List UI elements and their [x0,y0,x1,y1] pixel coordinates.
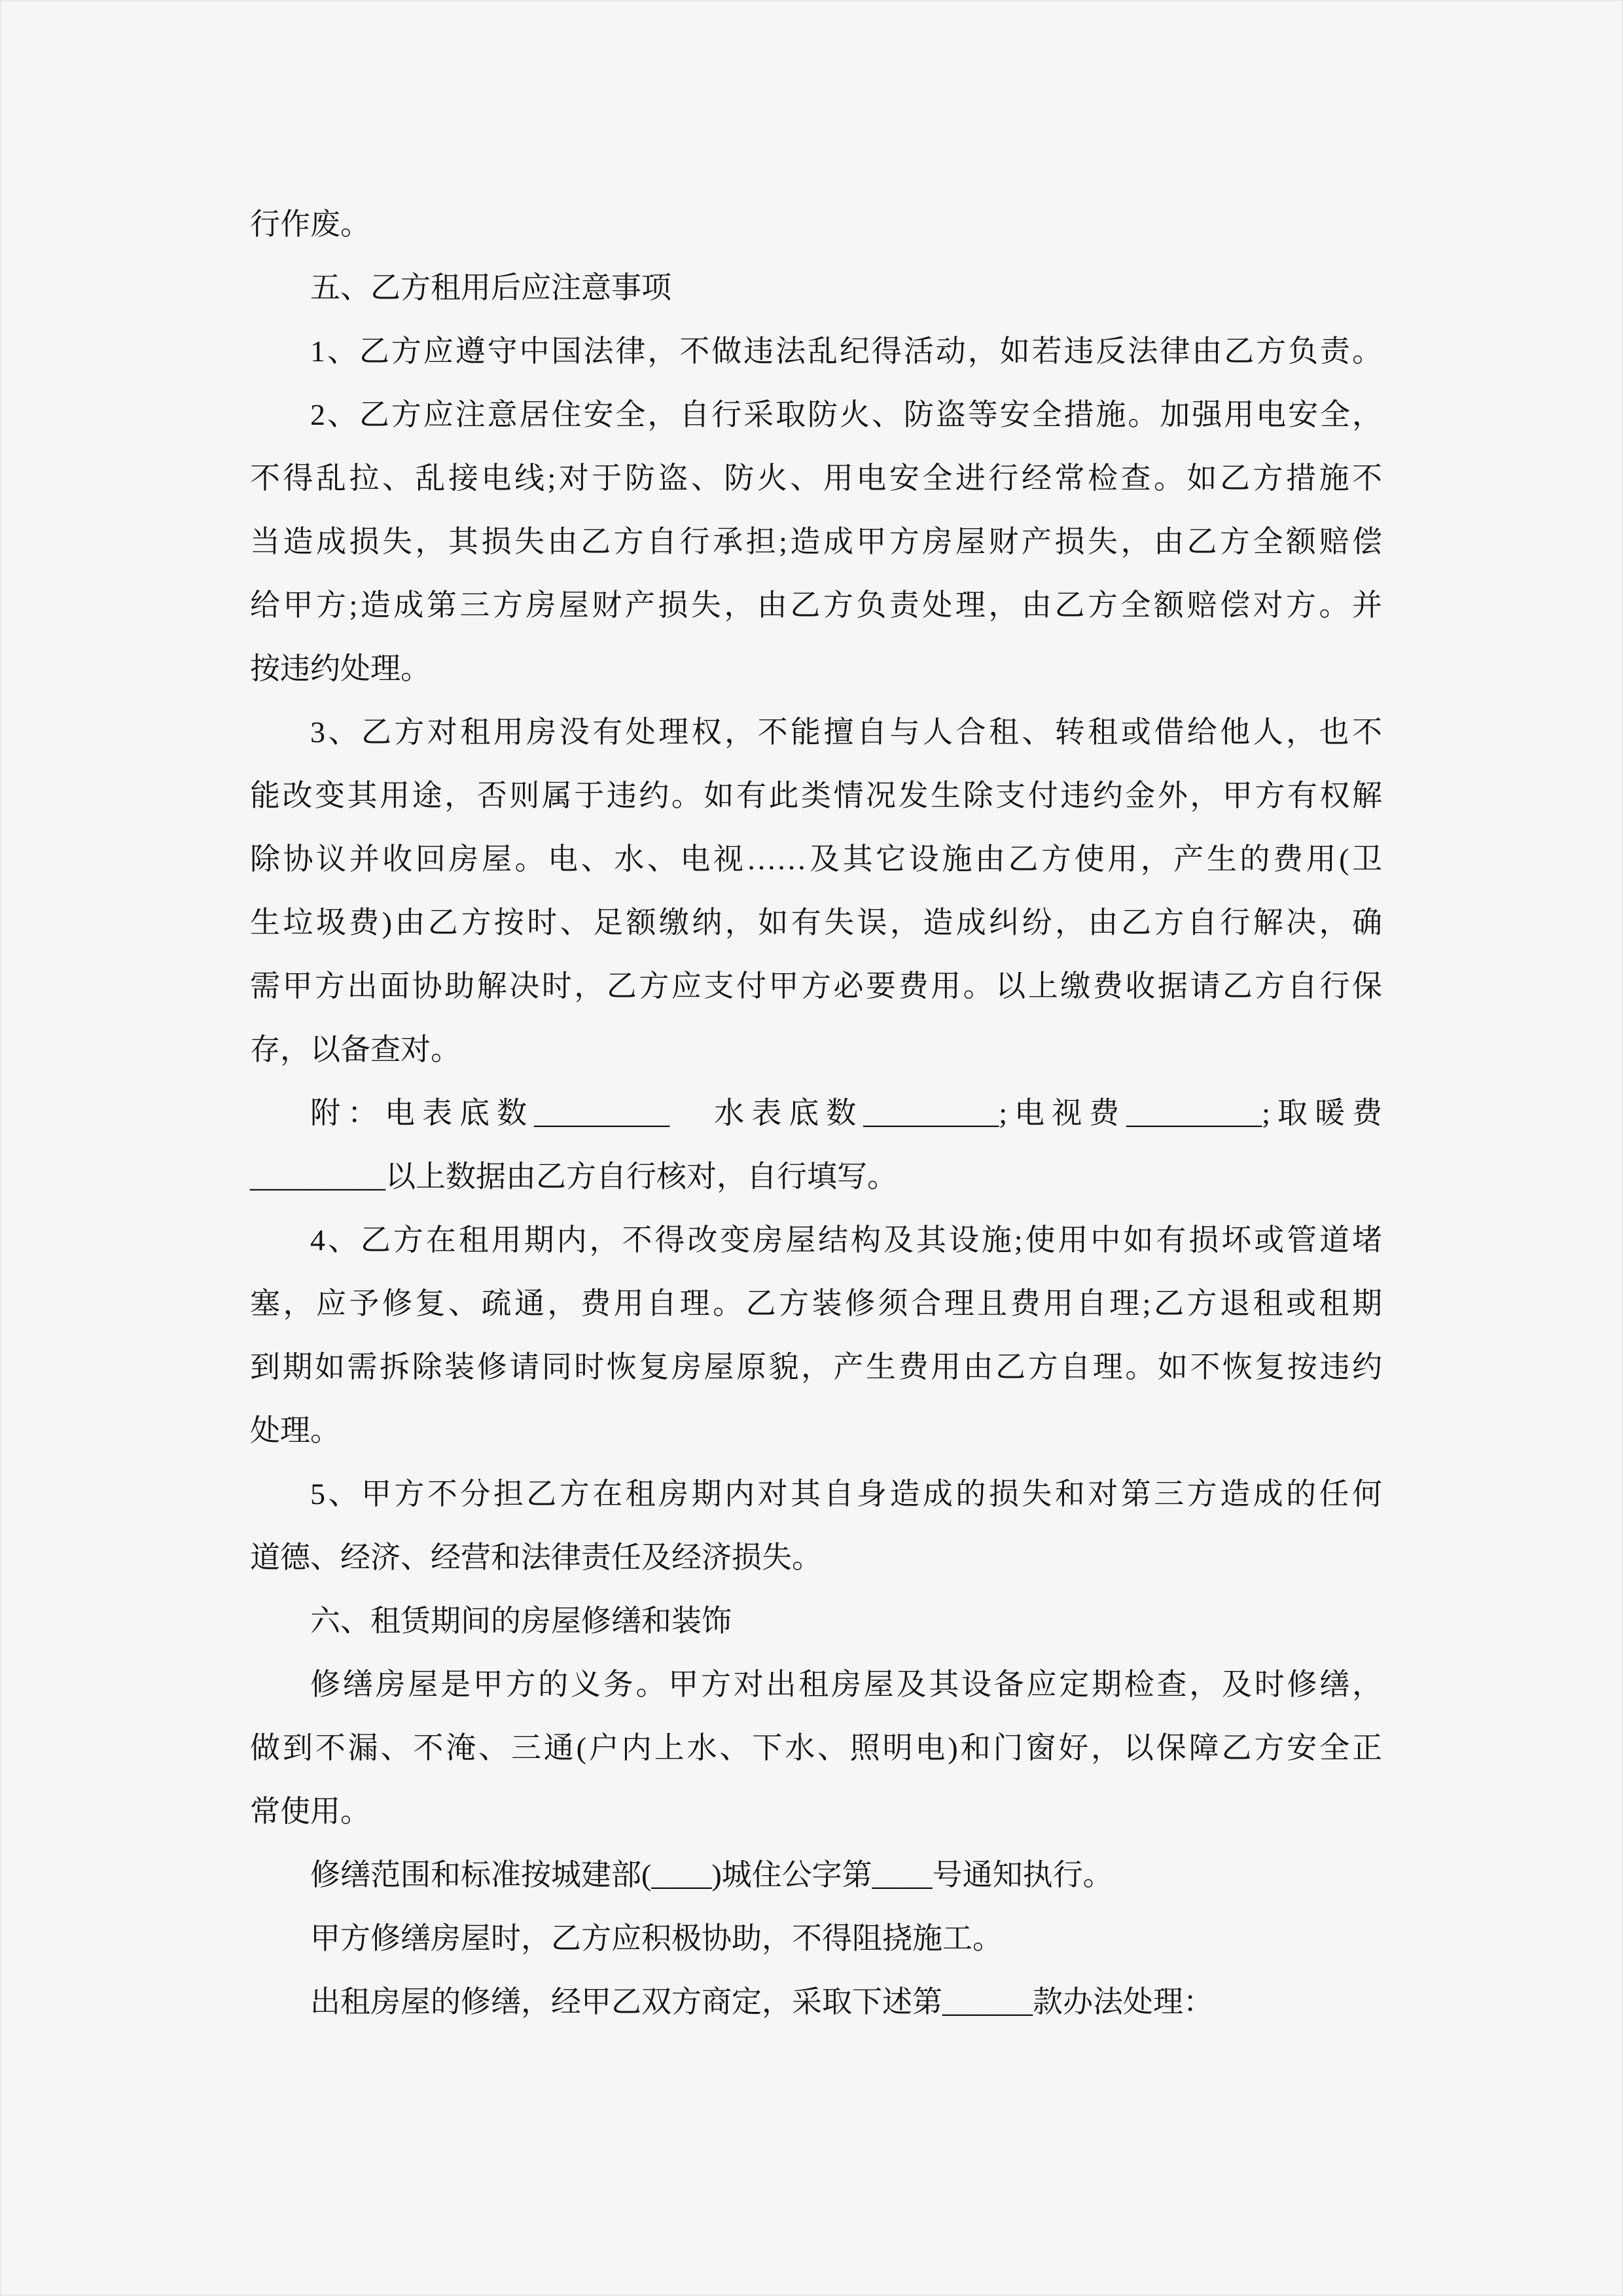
document-line: 按违约处理。 [250,652,431,685]
document-line: 修缮房屋是甲方的义务。甲方对出租房屋及其设备应定期检查，及时修缮， [310,1668,1382,1701]
document-line: _________以上数据由乙方自行核对，自行填写。 [250,1160,897,1193]
document-line: 常使用。 [250,1795,370,1828]
document-line: 需甲方出面协助解决时，乙方应支付甲方必要费用。以上缴费收据请乙方自行保 [250,969,1382,1003]
document-line: 甲方修缮房屋时，乙方应积极协助，不得阻挠施工。 [310,1922,1003,1955]
document-line: 5、甲方不分担乙方在租房期内对其自身造成的损失和对第三方造成的任何 [310,1477,1382,1511]
document-line: 生垃圾费)由乙方按时、足额缴纳，如有失误，造成纠纷，由乙方自行解决，确 [250,906,1382,939]
document-line: 4、乙方在租用期内，不得改变房屋结构及其设施;使用中如有损坏或管道堵 [310,1223,1382,1257]
document-line: 2、乙方应注意居住安全，自行采取防火、防盗等安全措施。加强用电安全， [310,398,1382,431]
document-line: 五、乙方租用后应注意事项 [310,271,671,304]
document-line: 给甲方;造成第三方房屋财产损失，由乙方负责处理，由乙方全额赔偿对方。并 [250,588,1382,622]
document-line: 1、乙方应遵守中国法律，不做违法乱纪得活动，如若违反法律由乙方负责。 [310,334,1382,368]
document-text-body [250,192,1382,2034]
document-line: 能改变其用途，否则属于违约。如有此类情况发生除支付违约金外，甲方有权解 [250,779,1382,812]
document-line: 行作废。 [250,207,370,241]
document-line: 除协议并收回房屋。电、水、电视……及其它设施由乙方使用，产生的费用(卫 [250,842,1382,876]
document-line: 当造成损失，其损失由乙方自行承担;造成甲方房屋财产损失，由乙方全额赔偿 [250,525,1382,558]
document-line: 不得乱拉、乱接电线;对于防盗、防火、用电安全进行经常检查。如乙方措施不 [250,461,1382,495]
document-line: 做到不漏、不淹、三通(户内上水、下水、照明电)和门窗好，以保障乙方安全正 [250,1731,1382,1765]
document-line: 3、乙方对租用房没有处理权，不能擅自与人合租、转租或借给他人，也不 [310,715,1382,749]
document-line: 修缮范围和标准按城建部(____)城住公字第____号通知执行。 [310,1858,1113,1892]
document-line: 六、租赁期间的房屋修缮和装饰 [310,1604,732,1638]
document-line: 存，以备查对。 [250,1033,461,1066]
document-line: 附：电表底数_________ 水表底数_________;电视费_________;取暖费 [310,1096,1382,1130]
document-line: 塞，应予修复、疏通，费用自理。乙方装修须合理且费用自理;乙方退租或租期 [250,1287,1382,1320]
document-line: 到期如需拆除装修请同时恢复房屋原貌，产生费用由乙方自理。如不恢复按违约 [250,1350,1382,1384]
document-line: 出租房屋的修缮，经甲乙双方商定，采取下述第______款办法处理： [310,1985,1213,2018]
document-line: 处理。 [250,1414,340,1447]
document-line: 道德、经济、经营和法律责任及经济损失。 [250,1541,822,1574]
